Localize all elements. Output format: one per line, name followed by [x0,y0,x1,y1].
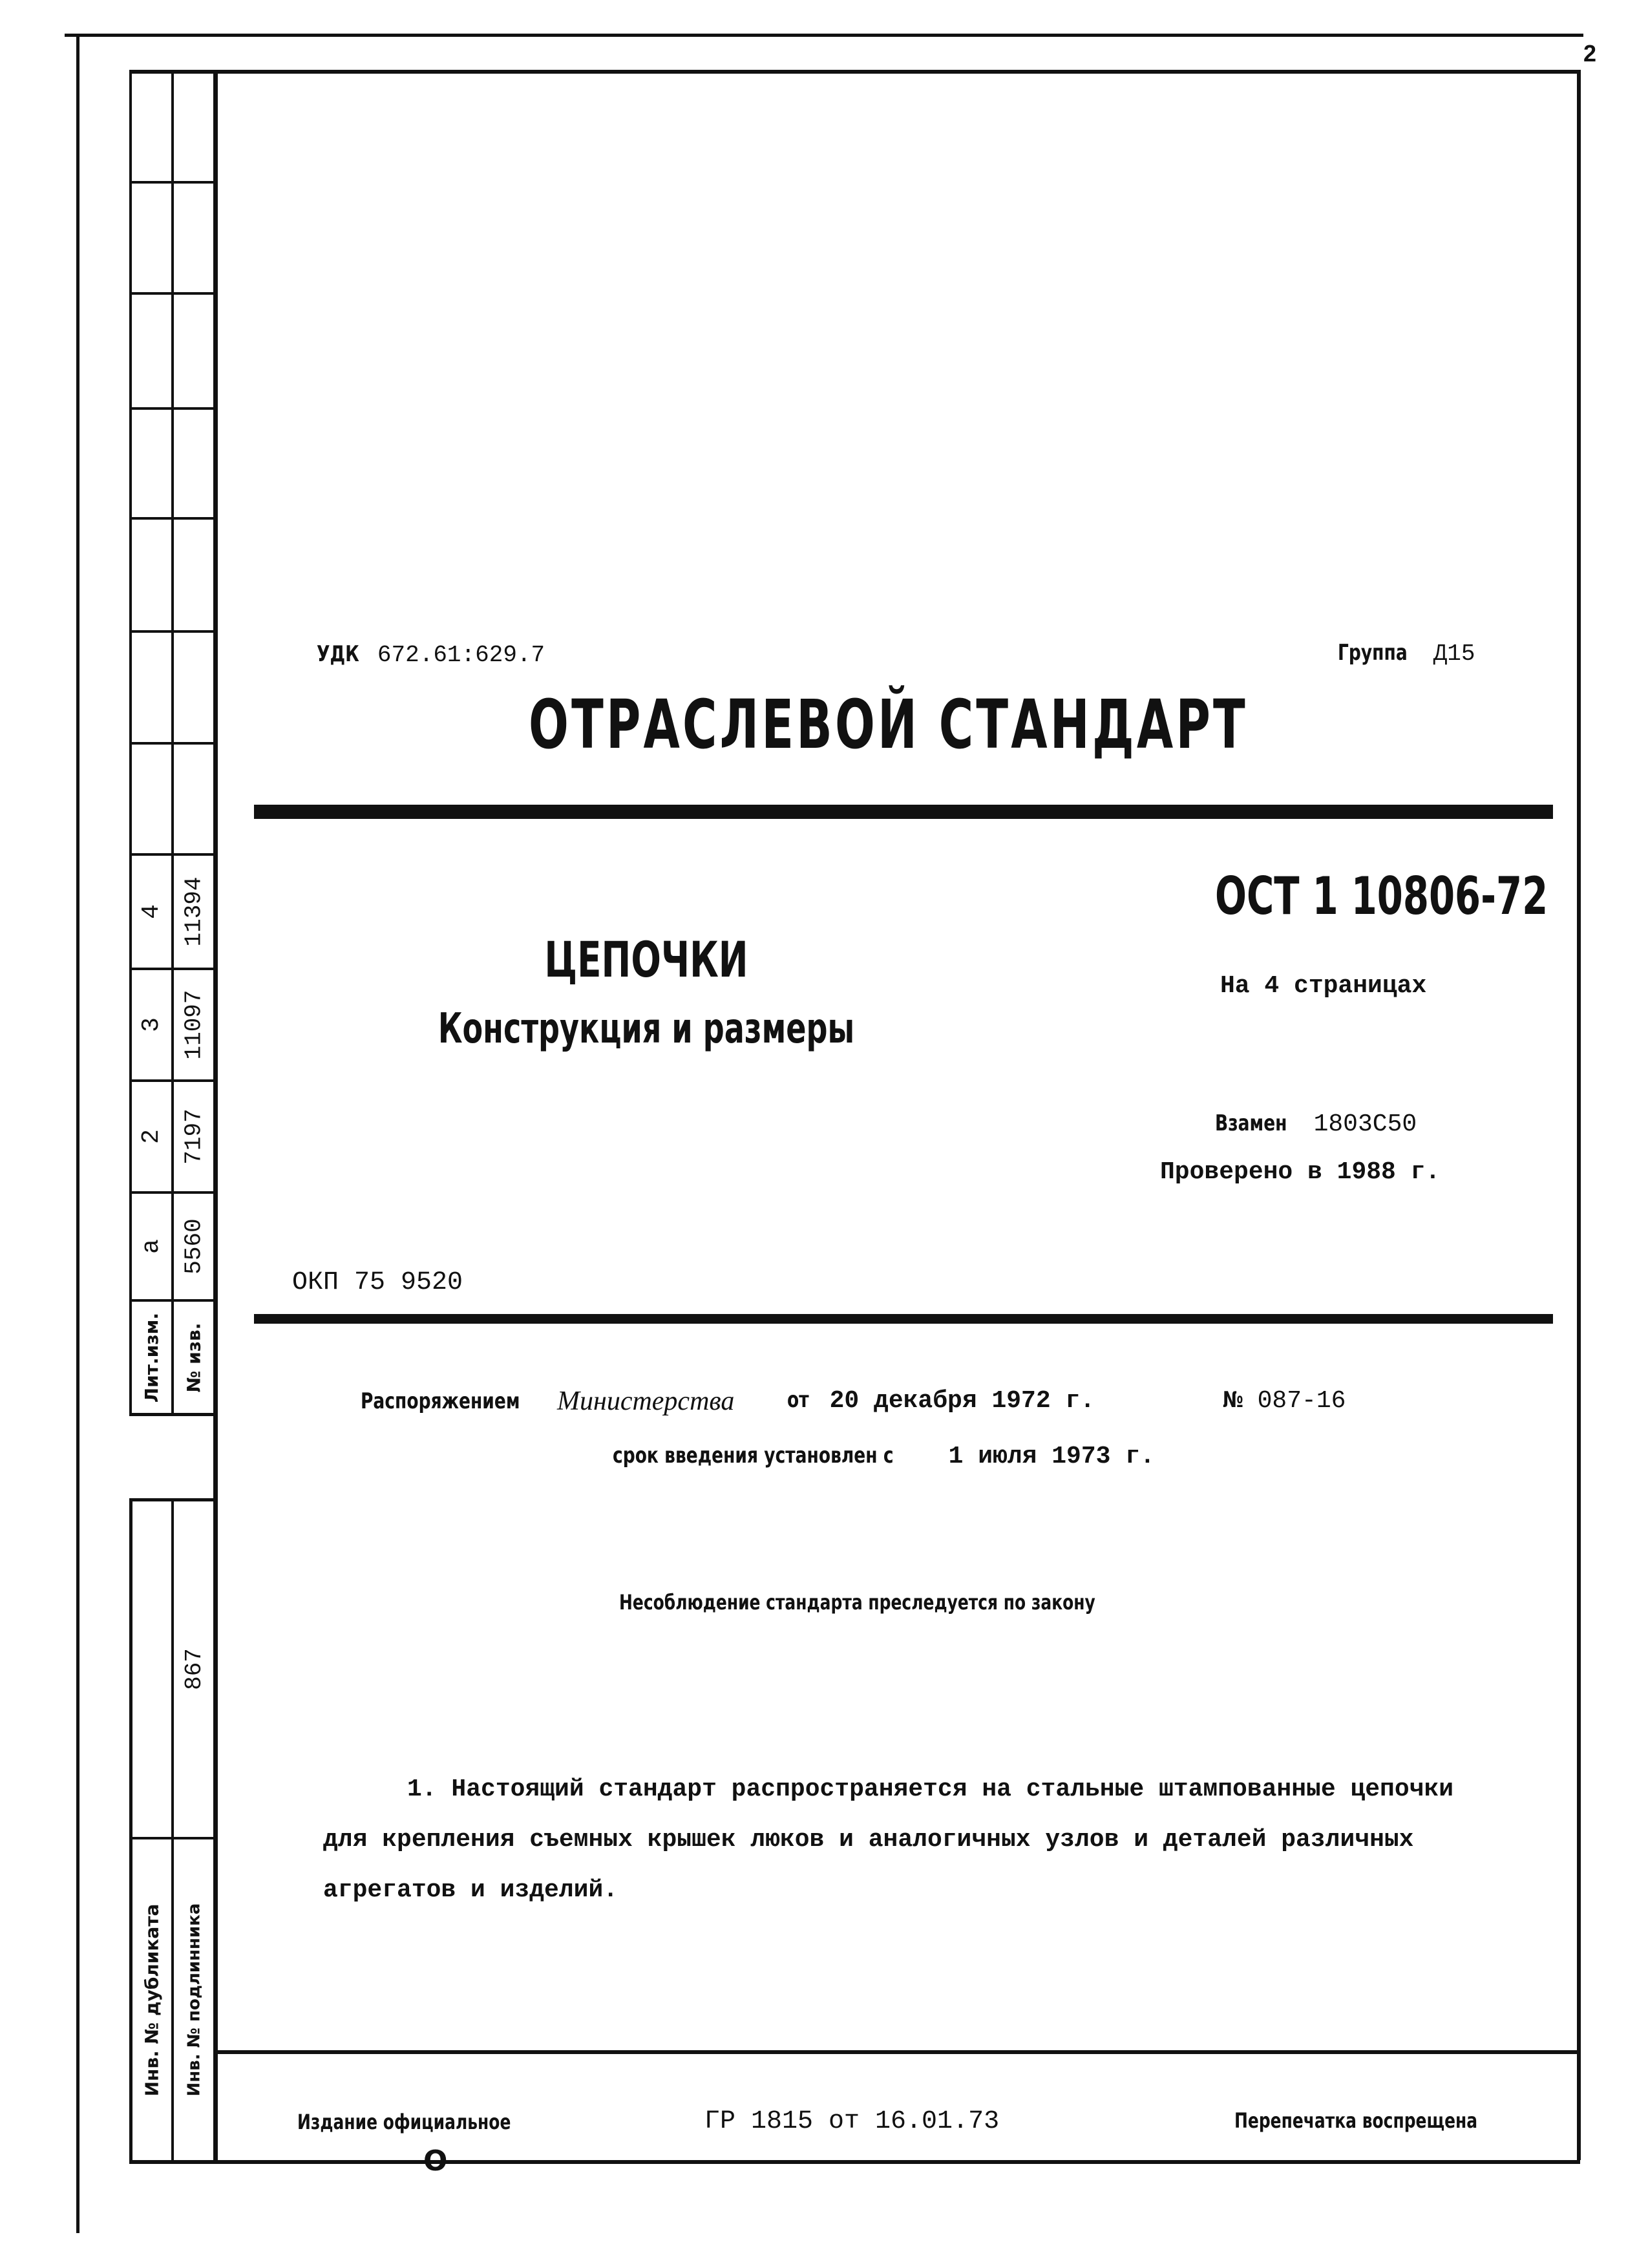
original-inventory-value: 867 [180,1648,207,1690]
footer-divider [213,2050,1581,2054]
margin-header-no: № изв. [183,1322,205,1392]
margin-row-3-no: 11097 [180,990,207,1060]
paragraph-line-3: агрегатов и изделий. [323,1876,618,1904]
margin-row-1-lit: а [138,1239,165,1254]
margin-row-3 [129,407,216,410]
paragraph-line-1: 1. Настоящий стандарт распространяется на стальные штампованные цепочки [407,1775,1454,1803]
title-rule [254,805,1553,819]
gr-registration: ГР 1815 от 16.01.73 [704,2107,1000,2136]
margin-bottom-line [129,1413,216,1416]
page-title: ОТРАСЛЕВОЙ СТАНДАРТ [529,685,1248,764]
group: Группа Д15 [1338,640,1475,667]
margin-row-2-lit: 2 [138,1129,165,1144]
udk: УДК 672.61:629.7 [317,641,545,668]
pages-count: На 4 страницах [1220,972,1427,1000]
margin-row-4 [129,517,216,520]
duplicate-inventory-label: Инв. № дубликата [141,1903,163,2096]
replaces: Взамен 1803С50 [1215,1110,1417,1138]
original-inventory-label: Инв. № подлинника [184,1903,204,2097]
footer-circle-mark: O [423,2145,448,2178]
margin-row-4-lit: 4 [138,904,165,919]
margin-row-3-lit: 3 [138,1017,165,1032]
standard-code: ОСТ 1 10806-72 [1215,866,1548,926]
margin-row-2 [129,292,216,295]
legal-notice: Несоблюдение стандарта преследуется по закону [619,1590,1095,1615]
order-date: от 20 декабря 1972 г. [787,1387,1095,1415]
edition-label: Издание официальное [297,2110,511,2134]
reprint-notice: Перепечатка воспрещена [1234,2108,1478,2133]
ministry: Министерства [557,1386,735,1416]
checked-year: Проверено в 1988 г. [1160,1158,1441,1186]
order-line: Распоряжением [361,1388,520,1414]
frame-left-inner [213,70,218,2160]
body-paragraph [323,1765,1551,1916]
margin-row-6 [129,742,216,745]
okp-rule [254,1314,1553,1324]
frame-top-inner [129,70,1581,74]
frame-right [1577,71,1581,2160]
margin-row-1-no: 5560 [180,1218,207,1275]
margin-row-4-no: 11394 [180,876,207,947]
frame-left-outer [76,36,79,2233]
frame-top-outer [65,34,1583,37]
margin-header-lit: Лит.изм. [141,1312,162,1403]
term-line: срок введения установлен с 1 июля 1973 г. [613,1443,1155,1470]
margin-row-1 [129,181,216,184]
frame-bottom [132,2160,1580,2164]
paragraph-line-2: для крепления съемных крышек люков и аналогичных узлов и деталей различных [323,1826,1414,1854]
margin-row-2-no: 7197 [180,1108,207,1165]
order-number: № 087-16 [1223,1387,1346,1415]
margin-row-5 [129,630,216,633]
okp-code: ОКП 75 9520 [292,1268,463,1297]
standard-subject: ЦЕПОЧКИ [544,931,748,988]
page-number: 2 [1583,40,1597,67]
standard-subtitle: Конструкция и размеры [438,1005,855,1053]
